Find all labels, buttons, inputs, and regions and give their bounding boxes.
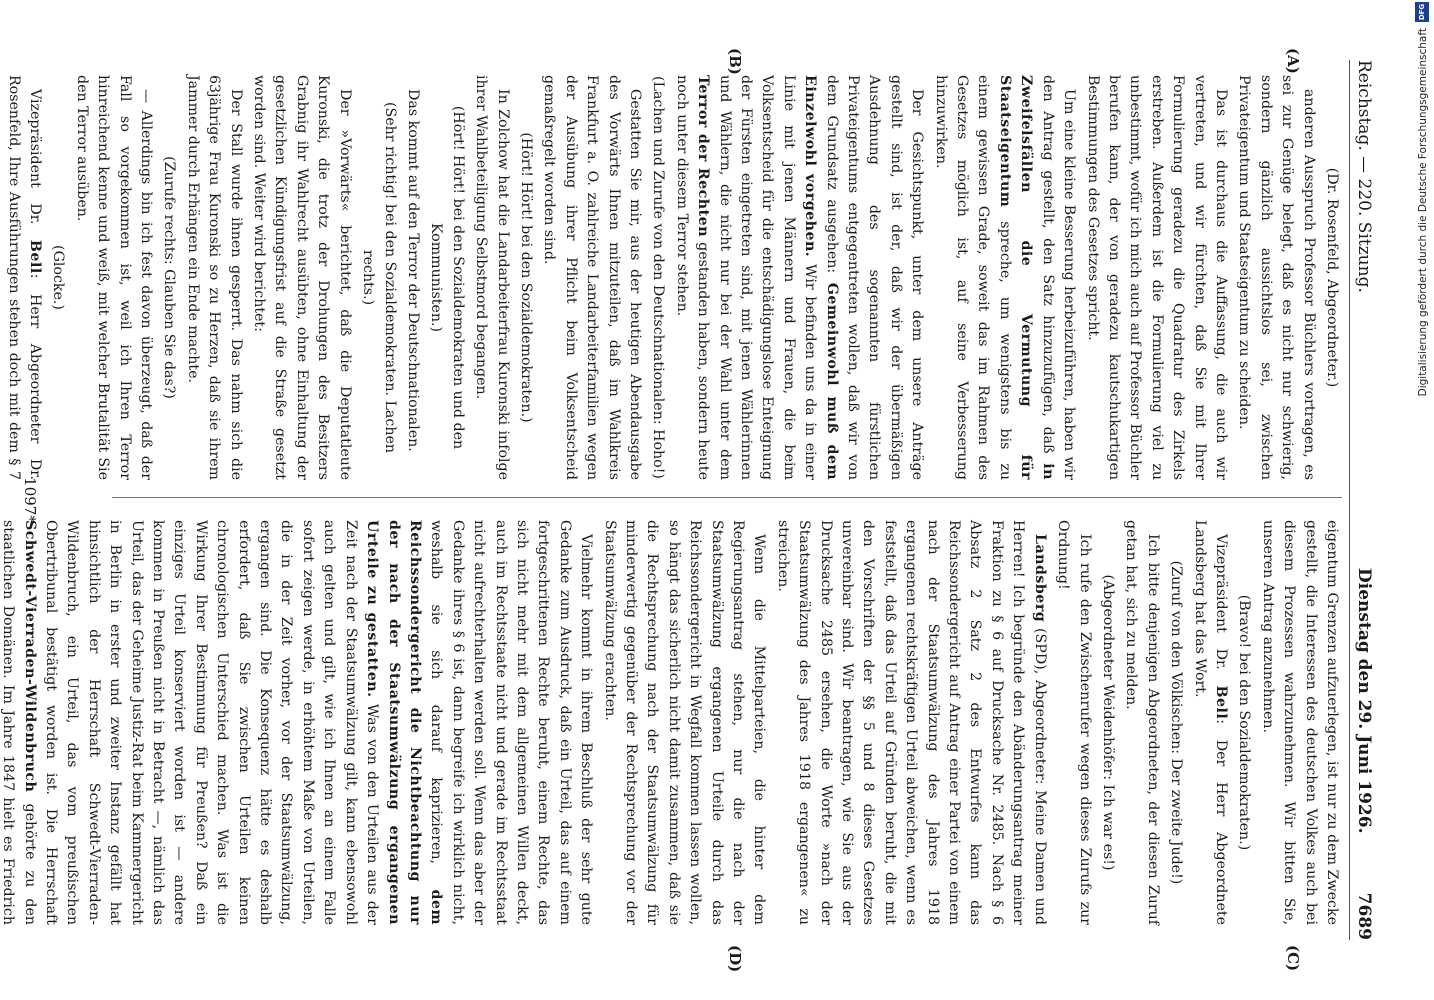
dfg-logo-icon: DFG: [1415, 2, 1429, 22]
emphasis: Schwedt-Vierraden-Wildenbruch: [21, 520, 38, 793]
margin-marker-c: (C): [1284, 945, 1302, 972]
paragraph: Das ist durchaus die Auffassung, die auch wir vertreten, und wir fürchten, daß Sie mit Ihrer Formulierung geradezu die Quadratur des Zirkels erstreben. Außerdem ist die Formulierung viel zu unbestimmt, wofür ich mich auch auf Professor Büchler berufen kann, der von geradezu kautschukartigen Bestimmungen des Gesetzes spricht.: [1084, 75, 1229, 480]
emphasis: Terror der Rechten: [695, 75, 712, 238]
emphasis: in Zweifelsfällen die Vermutung für Staatseigentum: [996, 75, 1056, 480]
emphasis: Gemeinwohl muß dem Einzelwohl vorgehen.: [802, 75, 840, 480]
interjection: (Sehr richtig! bei den Sozialdemokraten. Lachen rechts.): [360, 102, 398, 453]
paragraph: Das kommt auf den Terror der Deutschnationalen.: [404, 89, 421, 452]
emphasis: dem Reichssondergericht die Nichtbeachtung nur der nach der Staatsumwälzung ergangenen Urteile zu gestatten.: [364, 520, 445, 925]
margin-marker-b: (B): [726, 48, 744, 75]
paragraph: Landsberg (SPD), Abgeordneter: Meine Damen und Herren! Ich begründe den Abänderungsantrag meiner Fraktion zu § 6 auf Drucksache Nr. 2485. Nach § 6 Absatz 2 Satz 2 des Entwurfes kann das Reichssondergericht auf Antrag einer Partei von einem nach der Staatsumwälzung des Jahres 1918 ergangenen rechtskräftigen Urteil abweichen, wenn es feststellt, daß das Urteil auf Gründen beruht, die mit den Vorschriften der §§ 5 und 8 dieses Gesetzes unvereinbar sind. Wir beantragen, wie Sie aus der Drucksache 2485 ersehen, die Worte »nach der Staatsumwälzung des Jahres 1918 ergangenen« zu streichen.: [774, 520, 1048, 925]
paragraph: Um eine kleine Besserung herbeizuführen, haben wir den Antrag gestellt, den Satz hinzuzufügen, daß in Zweifelsfällen die Vermutung für Staatseigentum spreche, um wenigstens bis zu einem gewissen Grade, soweit das im Rahmen des Gesetzes möglich ist, auf seine Verbesserung hinzuwirken.: [932, 75, 1078, 480]
paragraph: Vizepräsident Dr. Bell: Der Herr Abgeordnete Landsberg hat das Wort.: [1191, 520, 1229, 925]
paragraph: Der Gesichtspunkt, unter dem unsere Anträge gestellt sind, ist der, daß wir der übermäßigen Ausdehnung des sogenannten fürstlichen Privateigentums entgegentreten wollen, daß wir von dem Grundsatz ausgehen: Gemeinwohl muß dem Einzelwohl vorgehen. Wir befinden uns da in einer Linie mit jenen Männern und Frauen, die beim Volksentscheid für die entschädigungslose Enteignung der Fürsten eingetreten sind, mit jenen Wählerinnen und Wählern, die nicht nur bei der Wahl unter dem Terror der Rechten gestanden haben, sondern heute noch unter diesem Terror stehen.: [673, 75, 926, 481]
interjection: (Bravo! bei den Sozialdemokraten.): [1236, 594, 1253, 851]
margin-marker-a: (A): [1284, 48, 1302, 74]
paragraph: Vizepräsident Dr. Bell: Herr Abgeordneter Dr. Rosenfeld, Ihre Ausführungen stehen doch mit dem § 7: [5, 75, 44, 480]
credit-text: Digitalisierung gefördert durch die Deutsche Forschungsgemeinschaft: [1417, 28, 1429, 397]
paragraph: In Zolchow hat die Landarbeiterfrau Kuronski infolge ihrer Wahlbeteiligung Selbstmord begangen.: [473, 75, 511, 480]
quotation: Der Stall wurde ihnen gesperrt. Das nahm sich die 63jährige Frau Kuronski so zu Herzen, daß sie ihrem Jammer durch Erhängen ein Ende machte.: [184, 75, 244, 480]
margin-marker-d: (D): [726, 945, 744, 973]
paragraph: — Allerdings bin ich fest davon überzeugt, daß der Fall so vorgekommen ist, weil ich Ihren Terror hinreichend kenne und weiß, mit welcher Brutalität Sie den Terror ausüben.: [73, 75, 155, 480]
right-column: [0, 520, 1342, 925]
header-date-page: [1354, 568, 1374, 940]
paragraph: Der »Vorwärts« berichtet, daß die Deputatleute Kuronski, die trotz der Drohungen des Besitzers Grabnig ihr Wahlrecht ausübten, ohne Einhaltung der gesetzlichen Kündigungsfrist auf die Straße gesetzt worden sind. Weiter wird berichtet:: [251, 75, 353, 480]
paragraph: Vielmehr kommt in ihrem Beschluß der sehr gute Gedanke zum Ausdruck, daß ein Urteil, das auf einem fortgeschrittenen Rechte beruht, einem Rechte, das sich nicht mehr mit dem allgemeinen Willen deckt, auch im Rechtsstaate nicht und gerade im Rechtsstaat nicht aufrechterhalten werden soll. Wenn das aber der Gedanke ihres § 6 ist, dann begreife ich wirklich nicht, weshalb sie sich darauf kaprizieren, dem Reichssondergericht die Nichtbeachtung nur der nach der Staatsumwälzung ergangenen Urteile zu gestatten. Was von den Urteilen aus der Zeit nach der Staatsumwälzung gilt, kann ebensowohl auch gelten und gilt, wie ich Ihnen an einem Falle sofort zeigen werde, in erhöhtem Maße von Urteilen, die in der Zeit vorher, vor der Staatsumwälzung, ergangen sind. Die Konsequenz hätte es deshalb erfordert, daß Sie zwischen Urteilen keinen chronologischen Unterschied machen. Was ist die Wirkung Ihrer Bestimmung für Preußen? Daß ein einziges Urteil konserviert worden ist — andere kommen in Preußen nicht in Betracht —, nämlich das Urteil, das der Geheime Justiz-Rat beim Kammergericht in Berlin in erster und zweiter Instanz gefällt hat hinsichtlich der Herrschaft Schwedt-Vierraden-Wildenbruch, ein Urteil, das vom preußischen Obertribunal bestätigt worden ist. Die Herrschaft Schwedt-Vierraden-Wildenbruch gehörte zu den staatlichen Domänen. Im Jahre 1847 hielt es Friedrich: [0, 520, 595, 925]
column-divider: [112, 497, 1342, 498]
header-date: Dienstag den 29. Juni 1926.: [1354, 568, 1374, 834]
speaker-name: Landsberg: [1031, 534, 1048, 623]
sheet-number: 1097*: [21, 477, 39, 523]
interjection: (Glocke.): [50, 245, 67, 310]
speaker-continuation: (Dr. Rosenfeld, Abgeordneter.): [1324, 167, 1340, 388]
paragraph: Ich bitte denjenigen Abgeordneten, der diesen Zuruf getan hat, sich zu melden.: [1123, 520, 1161, 925]
interjection: (Lachen und Zurufe von den Deutschnationalen: Hoho!): [650, 76, 667, 479]
interjection: (Zurufe rechts: Glauben Sie das?): [161, 156, 178, 399]
speaker-name: Bell: [1212, 685, 1229, 720]
interjection: (Hört! Hört! bei den Sozialdemokraten.): [517, 132, 534, 423]
speaker-name: Bell: [27, 239, 44, 274]
header-page-number: 7689: [1354, 892, 1374, 940]
header-session: Reichstag. — 220. Sitzung.: [1354, 60, 1374, 293]
left-column: [5, 75, 1342, 481]
interjection: (Abgeordneter Weidenhöfer: Ich war es!): [1099, 574, 1116, 871]
interjection: (Zuruf von den Völkischen: Der zweite Jude!): [1168, 560, 1185, 885]
paragraph: Wenn die Mittelparteien, die hinter dem Regierungsantrag stehen, nur die nach der Staatsumwälzung ergangenen Urteile durch das Reichssondergericht in Wegfall kommen lassen wollen, so hängt das sicherlich nicht damit zusammen, daß sie die Rechtsprechung nach der Staatsumwälzung für minderwertig gegenüber der Rechtsprechung vor der Staatsumwälzung erachten.: [601, 520, 768, 925]
digitization-credit: [1412, 0, 1434, 1000]
page-header: [1349, 60, 1374, 940]
interjection: (Hört! Hört! bei den Sozialdemokraten und den Kommunisten.): [428, 105, 466, 450]
paragraph: anderen Ausspruch Professor Büchlers vortragen, es sei zur Genüge belegt, daß es nicht nur schwierig, sondern gänzlich aussichtslos sei, zwischen Privateigentum und Staatseigentum zu scheiden.: [1236, 75, 1317, 480]
paragraph: Gestatten Sie mir, aus der heutigen Abendausgabe des Vorwärts Ihnen mitzuteilen, daß im Wahlkreis Frankfurt a. O. zahlreiche Landarbeiterfamilien wegen der Ausübung ihrer Pflicht beim Volksentscheid gemaßregelt worden sind.: [541, 75, 643, 480]
paragraph: eigentum Grenzen aufzuerlegen, ist nur zu dem Zwecke gestellt, die Interessen des deutschen Volkes auch bei diesem Prozessen wahrzunehmen. Wir bitten Sie, unseren Antrag anzunehmen.: [1259, 520, 1340, 925]
paragraph: Ich rufe den Zwischenrufer wegen dieses Zurufs zur Ordnung!: [1055, 520, 1093, 925]
